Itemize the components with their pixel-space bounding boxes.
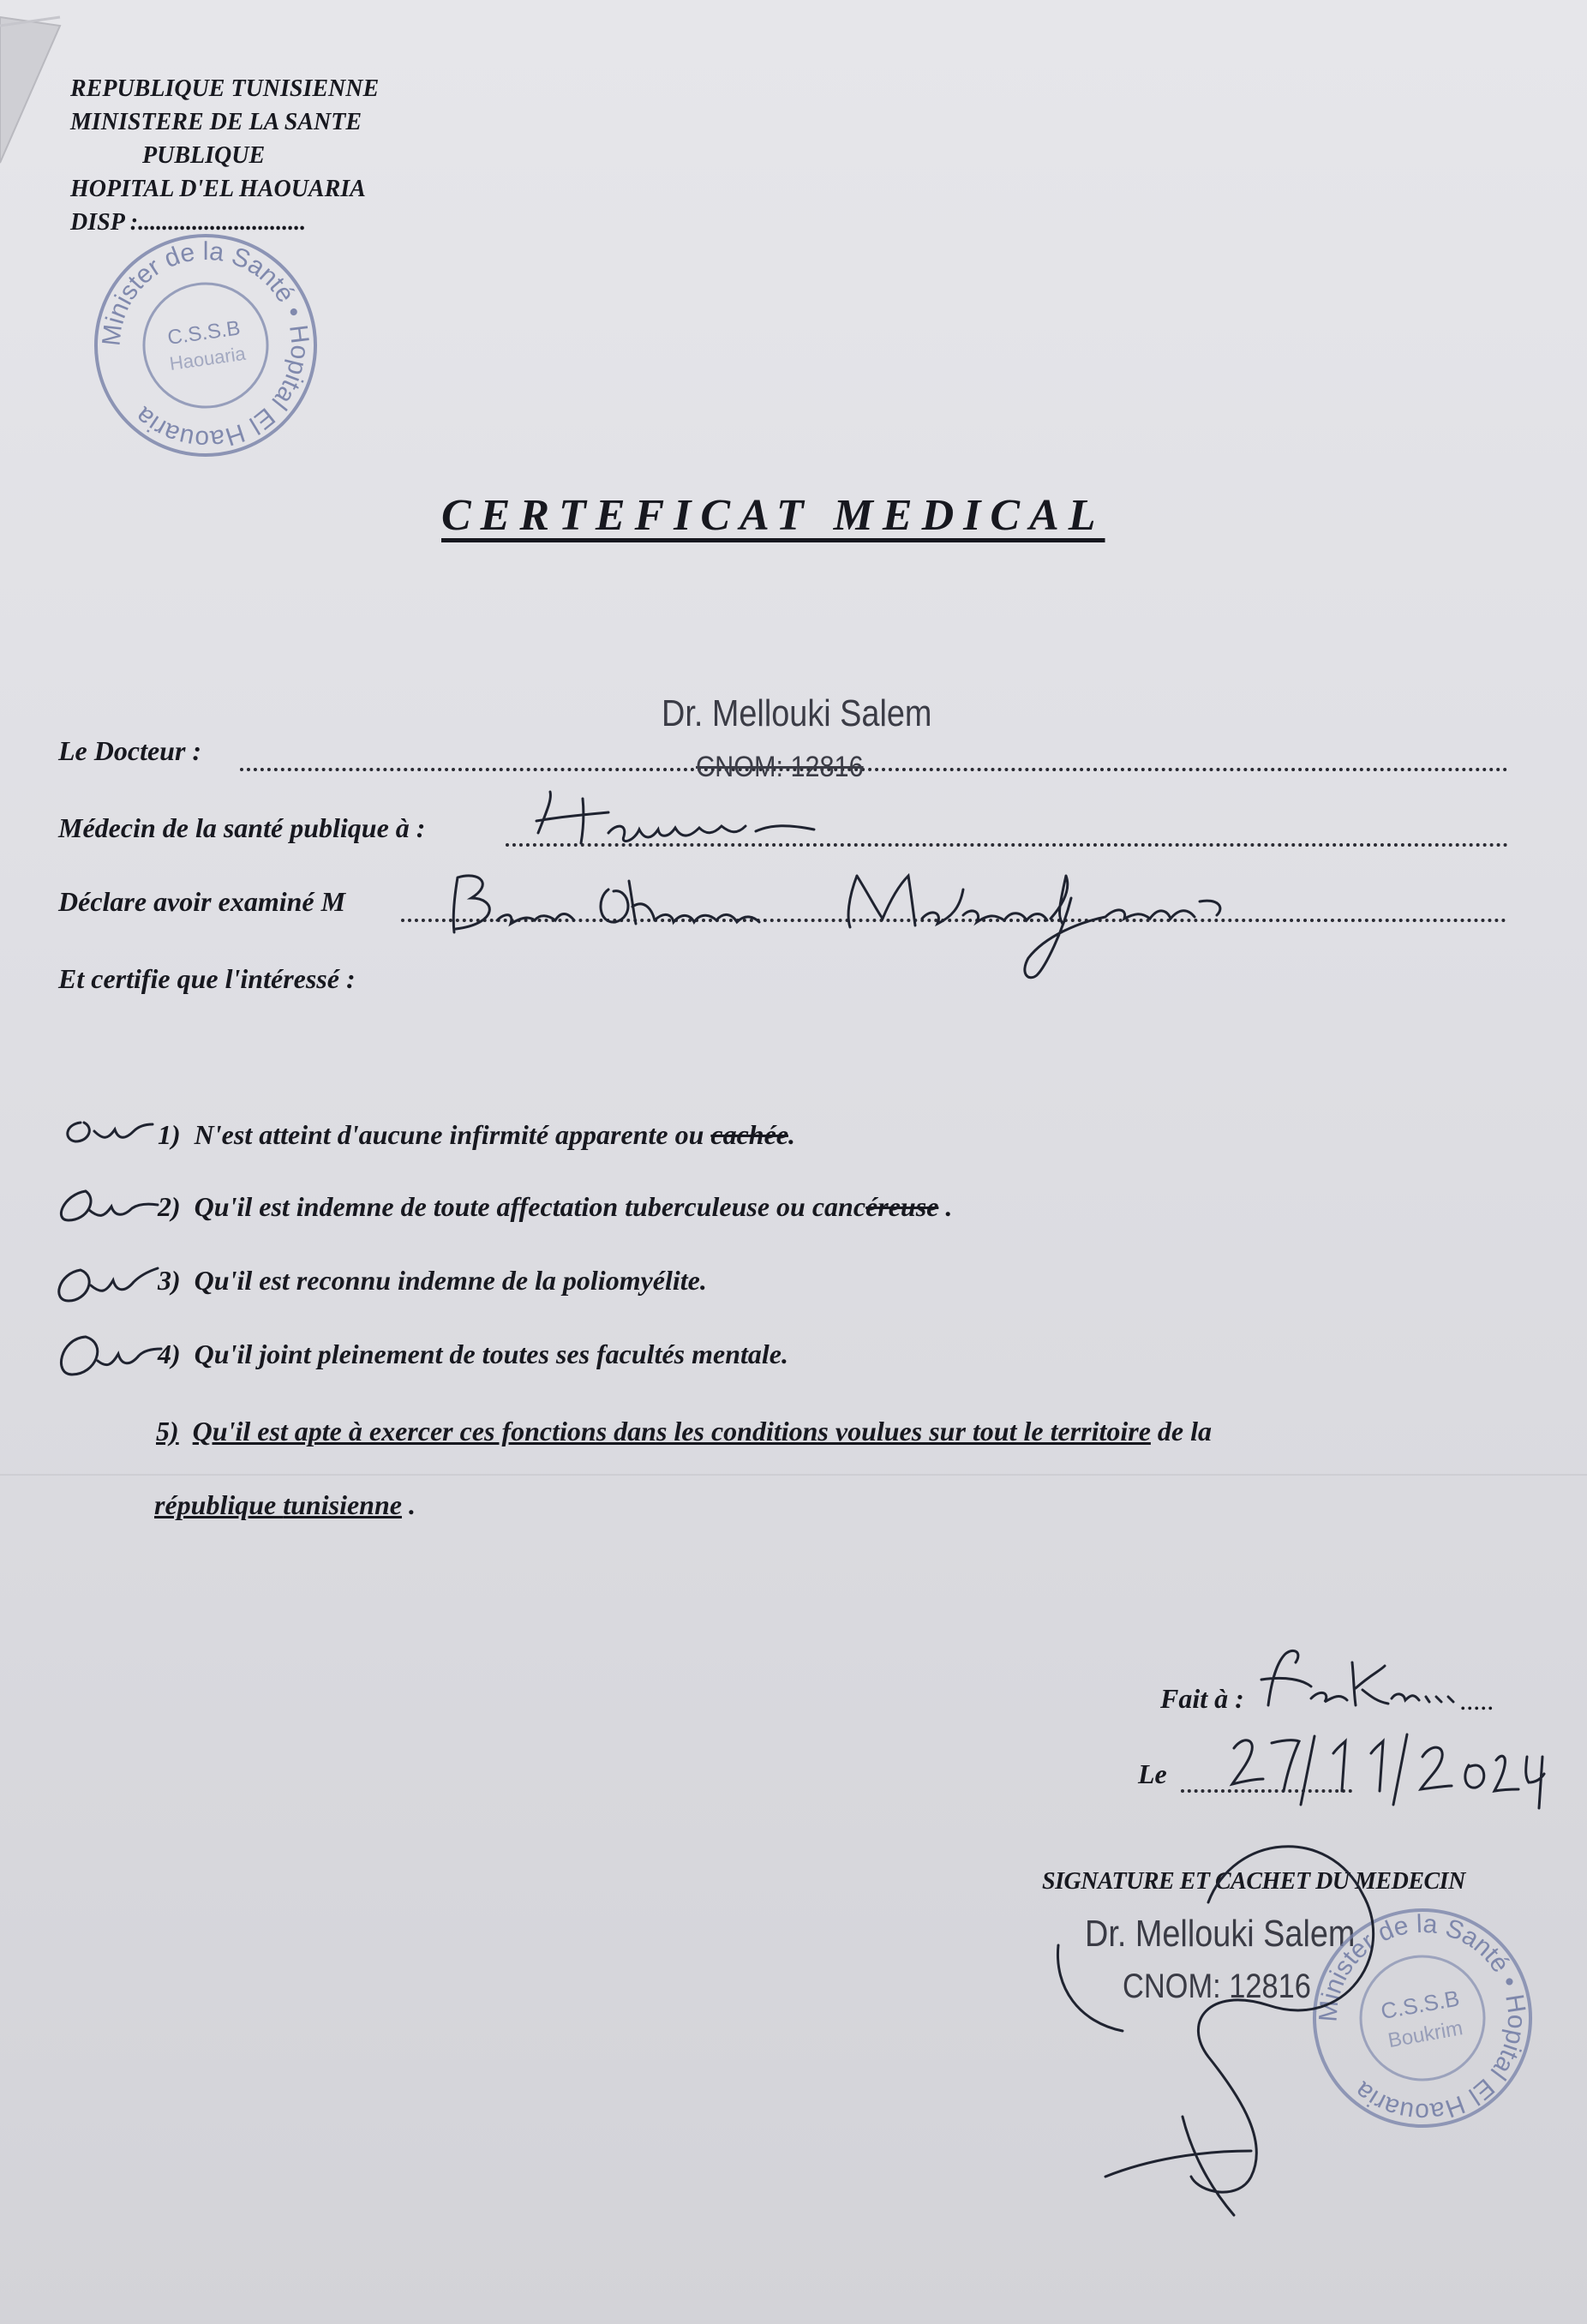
condition-5-republique: république bbox=[154, 1489, 284, 1520]
stamp-top-outer-text: Minister de la Santé • Hopital El Haouaria bbox=[97, 237, 314, 454]
signature-title: SIGNATURE ET CACHET DU MEDECIN bbox=[1042, 1868, 1465, 1895]
header-disp: DISP :............................ bbox=[70, 209, 307, 236]
condition-5-dot: . bbox=[401, 1489, 416, 1520]
condition-2-number: 2) bbox=[158, 1191, 181, 1222]
condition-item-1 bbox=[158, 1119, 795, 1151]
doctor-name-typed: Dr. Mellouki Salem bbox=[662, 692, 932, 734]
fait-label: Fait à : bbox=[1160, 1683, 1244, 1714]
condition-5-struck-text: Qu'il est apte à exercer ces fonctions dans les conditions voulues sur tout le territoire bbox=[192, 1416, 1151, 1447]
condition-1-end: . bbox=[788, 1119, 795, 1150]
handwritten-signature bbox=[1054, 1748, 1414, 2228]
condition-5-number: 5) bbox=[156, 1416, 179, 1447]
paper-fold bbox=[0, 1474, 1587, 1476]
medecin-label: Médecin de la santé publique à : bbox=[58, 812, 426, 843]
handwritten-oui-1 bbox=[60, 1105, 163, 1157]
svg-text:Minister de la Santé • Hopital bbox=[86, 230, 326, 461]
document-title: CERTEFICAT MEDICAL bbox=[441, 491, 1105, 540]
doctor-label: Le Docteur : bbox=[58, 735, 202, 766]
fait-dots: ..... bbox=[1460, 1685, 1494, 1716]
stamp-bottom-outer-text: Minister de la Santé • Hopital El Haouaria bbox=[1314, 1909, 1531, 2127]
header-hospital: HOPITAL D'EL HAOUARIA bbox=[70, 176, 366, 202]
condition-item-2 bbox=[158, 1191, 952, 1223]
condition-2-text: Qu'il est indemne de toute affectation tuberculeuse ou bbox=[194, 1191, 812, 1222]
condition-2-tail: canc bbox=[811, 1191, 866, 1222]
condition-item-3 bbox=[158, 1265, 707, 1297]
condition-4-text: Qu'il joint pleinement de toutes ses facultés mentale. bbox=[194, 1339, 788, 1369]
handwritten-patient-name bbox=[446, 864, 1285, 992]
condition-3-text: Qu'il est reconnu indemne de la poliomyélite. bbox=[194, 1265, 707, 1296]
stamp-bottom-center-2: Boukrim bbox=[1386, 2016, 1465, 2053]
condition-1-struck: cachée bbox=[710, 1119, 788, 1150]
declare-label: Déclare avoir examiné M bbox=[58, 886, 346, 917]
condition-4-number: 4) bbox=[158, 1339, 181, 1369]
condition-item-5-line1 bbox=[156, 1416, 1212, 1447]
date-label: Le bbox=[1138, 1758, 1167, 1789]
stamp-top-center-1: C.S.S.B bbox=[165, 316, 243, 350]
condition-2-end: . bbox=[938, 1191, 953, 1222]
condition-1-tail: ou bbox=[674, 1119, 711, 1150]
handwritten-fait-place bbox=[1251, 1645, 1474, 1722]
stamp-top-center-2: Haouaria bbox=[168, 342, 248, 374]
certifie-label: Et certifie que l'intéressé : bbox=[58, 963, 356, 994]
condition-1-number: 1) bbox=[158, 1119, 181, 1150]
institution-header bbox=[70, 72, 379, 239]
doctor-stamp-cnom: CNOM: 12816 bbox=[1123, 1968, 1311, 2005]
condition-5-end: de la bbox=[1150, 1416, 1212, 1447]
doctor-stamp-name: Dr. Mellouki Salem bbox=[1085, 1913, 1356, 1955]
hospital-stamp-top bbox=[86, 230, 326, 465]
doctor-dotted-line bbox=[240, 768, 1508, 771]
handwritten-oui-3 bbox=[50, 1251, 161, 1311]
folded-corner bbox=[0, 0, 69, 171]
handwritten-oui-2 bbox=[51, 1179, 163, 1231]
condition-item-4 bbox=[158, 1339, 788, 1370]
header-ministry: MINISTERE DE LA SANTE bbox=[70, 109, 362, 135]
doctor-cnom-typed: CNOM: 12816 bbox=[696, 751, 864, 783]
condition-1-text: N'est atteint d'aucune infirmité apparente bbox=[194, 1119, 675, 1150]
condition-item-5-line2 bbox=[154, 1489, 416, 1521]
condition-5-tunisienne-struck: tunisienne bbox=[283, 1489, 402, 1520]
condition-3-number: 3) bbox=[158, 1265, 181, 1296]
condition-2-struck: éreuse bbox=[865, 1191, 939, 1222]
header-publique: PUBLIQUE bbox=[142, 142, 266, 169]
header-republic: REPUBLIQUE TUNISIENNE bbox=[70, 75, 380, 102]
handwritten-oui-4 bbox=[51, 1327, 163, 1387]
stamp-bottom-center-1: C.S.S.B bbox=[1379, 1985, 1462, 2025]
handwritten-haouaria bbox=[531, 782, 874, 859]
